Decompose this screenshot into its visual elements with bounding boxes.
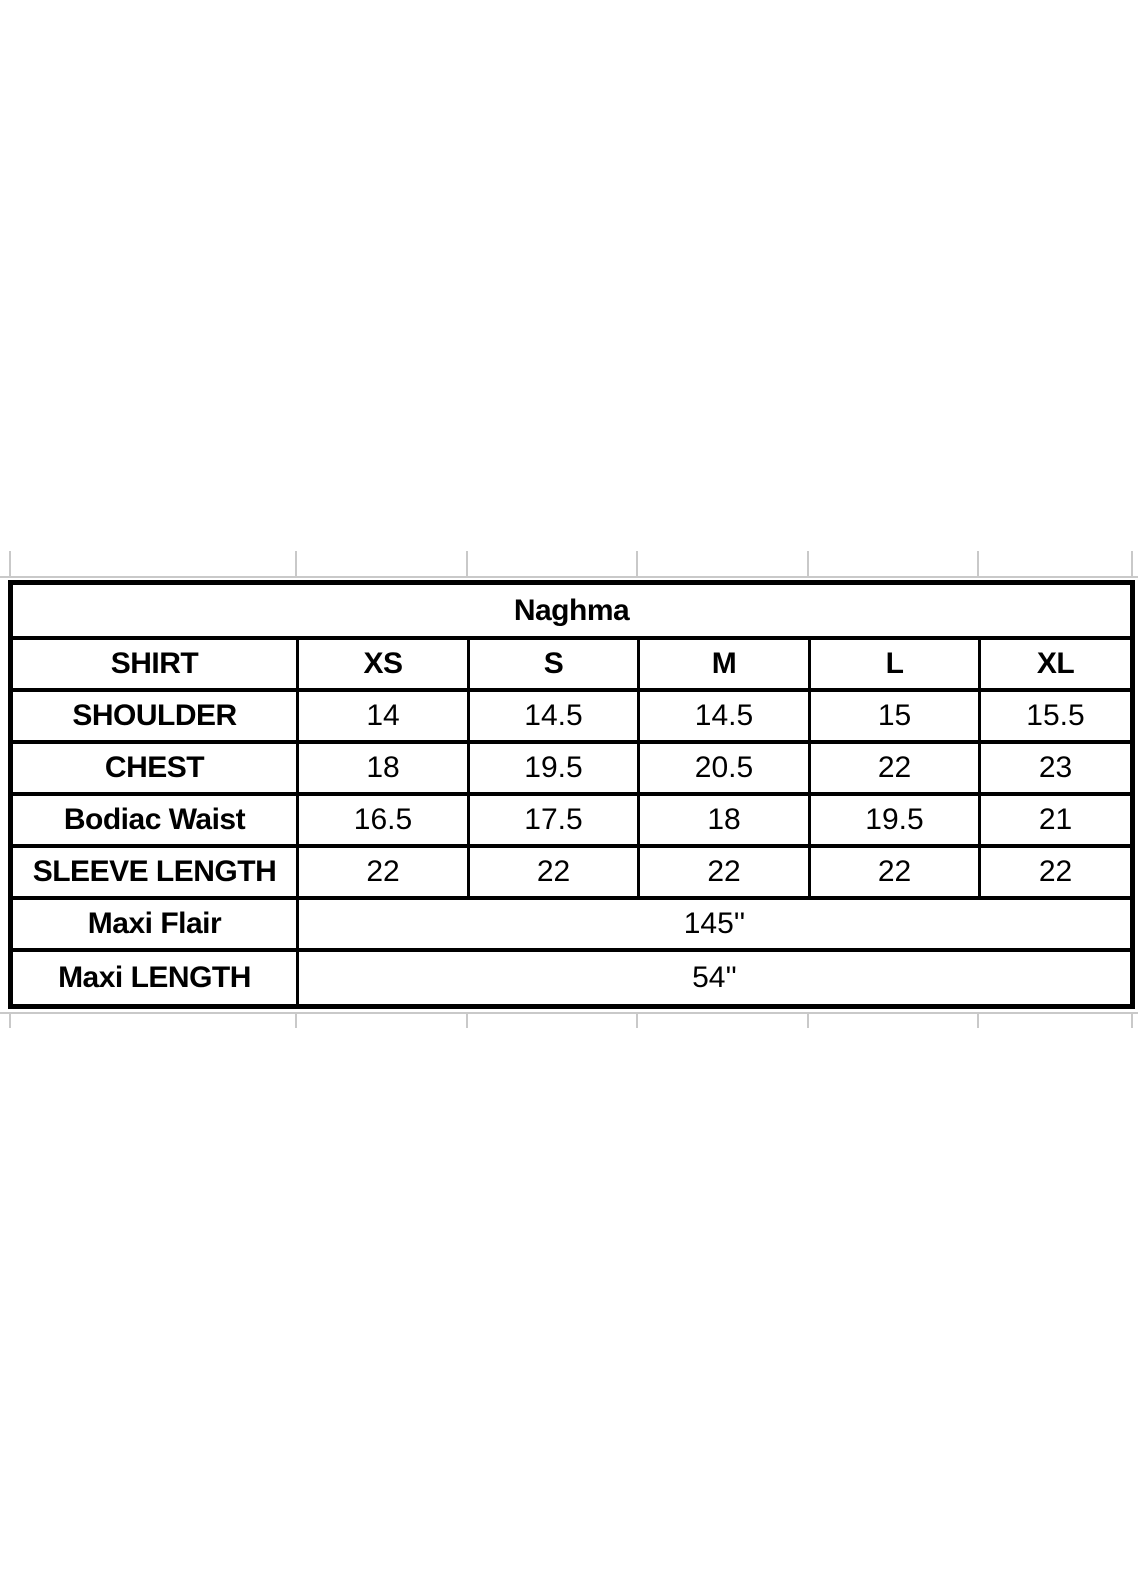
row-label-sleeve-length: SLEEVE LENGTH xyxy=(13,848,299,900)
gridline-tick xyxy=(9,551,11,578)
gridline-tick xyxy=(1131,1012,1133,1028)
size-value-cell: 18 xyxy=(299,744,470,796)
gridline-tick xyxy=(9,1012,11,1028)
size-value-cell: 14.5 xyxy=(640,692,811,744)
gridline-horizontal xyxy=(0,1012,1138,1014)
gridline-tick xyxy=(977,551,979,578)
row-label-shoulder: SHOULDER xyxy=(13,692,299,744)
row-label-maxi-length: Maxi LENGTH xyxy=(13,952,299,1004)
gridline-horizontal xyxy=(0,576,1138,578)
size-value-cell: 22 xyxy=(811,848,981,900)
column-header-xl: XL xyxy=(981,640,1130,692)
row-label-maxi-flair: Maxi Flair xyxy=(13,900,299,952)
size-value-cell: 14.5 xyxy=(470,692,640,744)
gridline-tick xyxy=(977,1012,979,1028)
spreadsheet-gridlines-below xyxy=(0,1012,1138,1028)
row-label-chest: CHEST xyxy=(13,744,299,796)
row-label-bodiac-waist: Bodiac Waist xyxy=(13,796,299,848)
gridline-tick xyxy=(295,1012,297,1028)
gridline-tick xyxy=(466,1012,468,1028)
size-value-cell: 15 xyxy=(811,692,981,744)
size-value-cell: 19.5 xyxy=(470,744,640,796)
gridline-tick xyxy=(636,551,638,578)
size-value-cell: 23 xyxy=(981,744,1130,796)
size-value-cell: 18 xyxy=(640,796,811,848)
maxi-length-value: 54'' xyxy=(692,961,737,994)
column-header-m: M xyxy=(640,640,811,692)
size-value-cell: 22 xyxy=(470,848,640,900)
spreadsheet-gridlines-above xyxy=(0,551,1138,578)
gridline-tick xyxy=(807,551,809,578)
gridline-tick xyxy=(1131,551,1133,578)
column-header-s: S xyxy=(470,640,640,692)
gridline-tick xyxy=(295,551,297,578)
size-value-cell: 19.5 xyxy=(811,796,981,848)
gridline-tick xyxy=(807,1012,809,1028)
maxi-flair-value: 145'' xyxy=(299,900,1130,952)
size-value-cell: 22 xyxy=(811,744,981,796)
table-title: Naghma xyxy=(13,585,1130,640)
size-value-cell: 22 xyxy=(299,848,470,900)
column-header-l: L xyxy=(811,640,981,692)
size-value-cell: 20.5 xyxy=(640,744,811,796)
size-value-cell: 16.5 xyxy=(299,796,470,848)
size-value-cell: 21 xyxy=(981,796,1130,848)
size-value-cell: 22 xyxy=(981,848,1130,900)
size-value-cell: 14 xyxy=(299,692,470,744)
size-chart-table xyxy=(8,580,1135,1009)
size-value-cell: 15.5 xyxy=(981,692,1130,744)
gridline-tick xyxy=(466,551,468,578)
column-header-xs: XS xyxy=(299,640,470,692)
column-header-shirt: SHIRT xyxy=(13,640,299,692)
size-value-cell: 17.5 xyxy=(470,796,640,848)
size-value-cell: 22 xyxy=(640,848,811,900)
gridline-tick xyxy=(636,1012,638,1028)
